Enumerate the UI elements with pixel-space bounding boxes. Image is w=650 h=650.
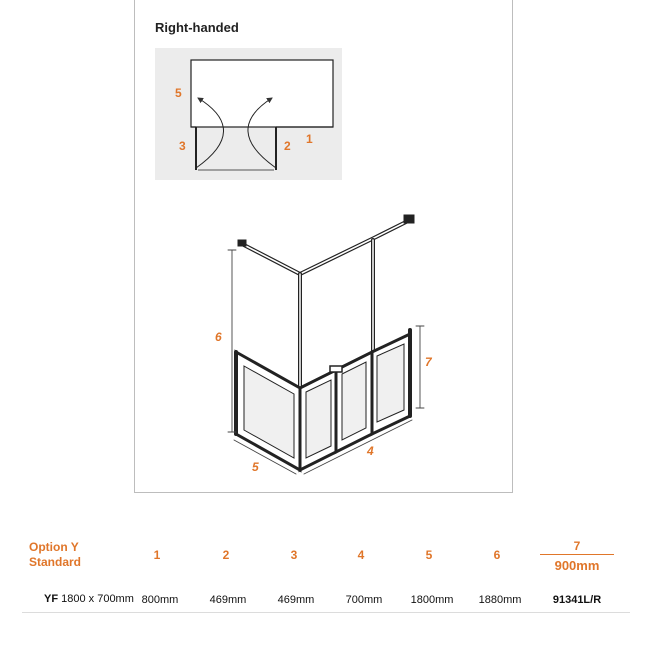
iso-label-4: 4: [367, 444, 374, 458]
plan-label-3: 3: [179, 139, 186, 153]
plan-label-2: 2: [284, 139, 291, 153]
header-6: 6: [493, 548, 501, 562]
row-size: 1800 x 700mm: [61, 593, 134, 605]
option-title: [29, 540, 81, 570]
plan-room-outline: [191, 60, 333, 127]
isometric-view: [228, 215, 424, 474]
row-label: [44, 593, 134, 605]
plan-door-panels: [196, 127, 276, 170]
option-line2: Standard: [29, 555, 82, 569]
iso-label-7: 7: [425, 355, 432, 369]
door-handle: [330, 366, 342, 372]
header-7: 7: [573, 539, 581, 553]
header-5: 5: [425, 548, 433, 562]
plan-view: [191, 60, 333, 170]
row-code: YF: [44, 593, 59, 605]
plan-label-5: 5: [175, 86, 182, 100]
header-7-rule: [540, 554, 614, 555]
value-6: 1880mm: [478, 594, 522, 606]
value-1: 800mm: [141, 594, 179, 606]
value-5: 1800mm: [410, 594, 454, 606]
value-4: 700mm: [345, 594, 383, 606]
header-7-sub: 900mm: [554, 558, 600, 573]
option-line1: Option Y: [29, 540, 79, 554]
value-2: 469mm: [209, 594, 247, 606]
ceiling-rail: [242, 220, 410, 274]
iso-label-5: 5: [252, 460, 259, 474]
handedness-title: Right-handed: [155, 20, 239, 35]
header-2: 2: [222, 548, 230, 562]
iso-label-6: 6: [215, 330, 222, 344]
plan-label-1: 1: [306, 132, 313, 146]
header-3: 3: [290, 548, 298, 562]
table-bottom-rule: [22, 612, 630, 613]
value-3: 469mm: [277, 594, 315, 606]
header-4: 4: [357, 548, 365, 562]
value-7: 91341L/R: [552, 594, 602, 606]
header-1: 1: [153, 548, 161, 562]
